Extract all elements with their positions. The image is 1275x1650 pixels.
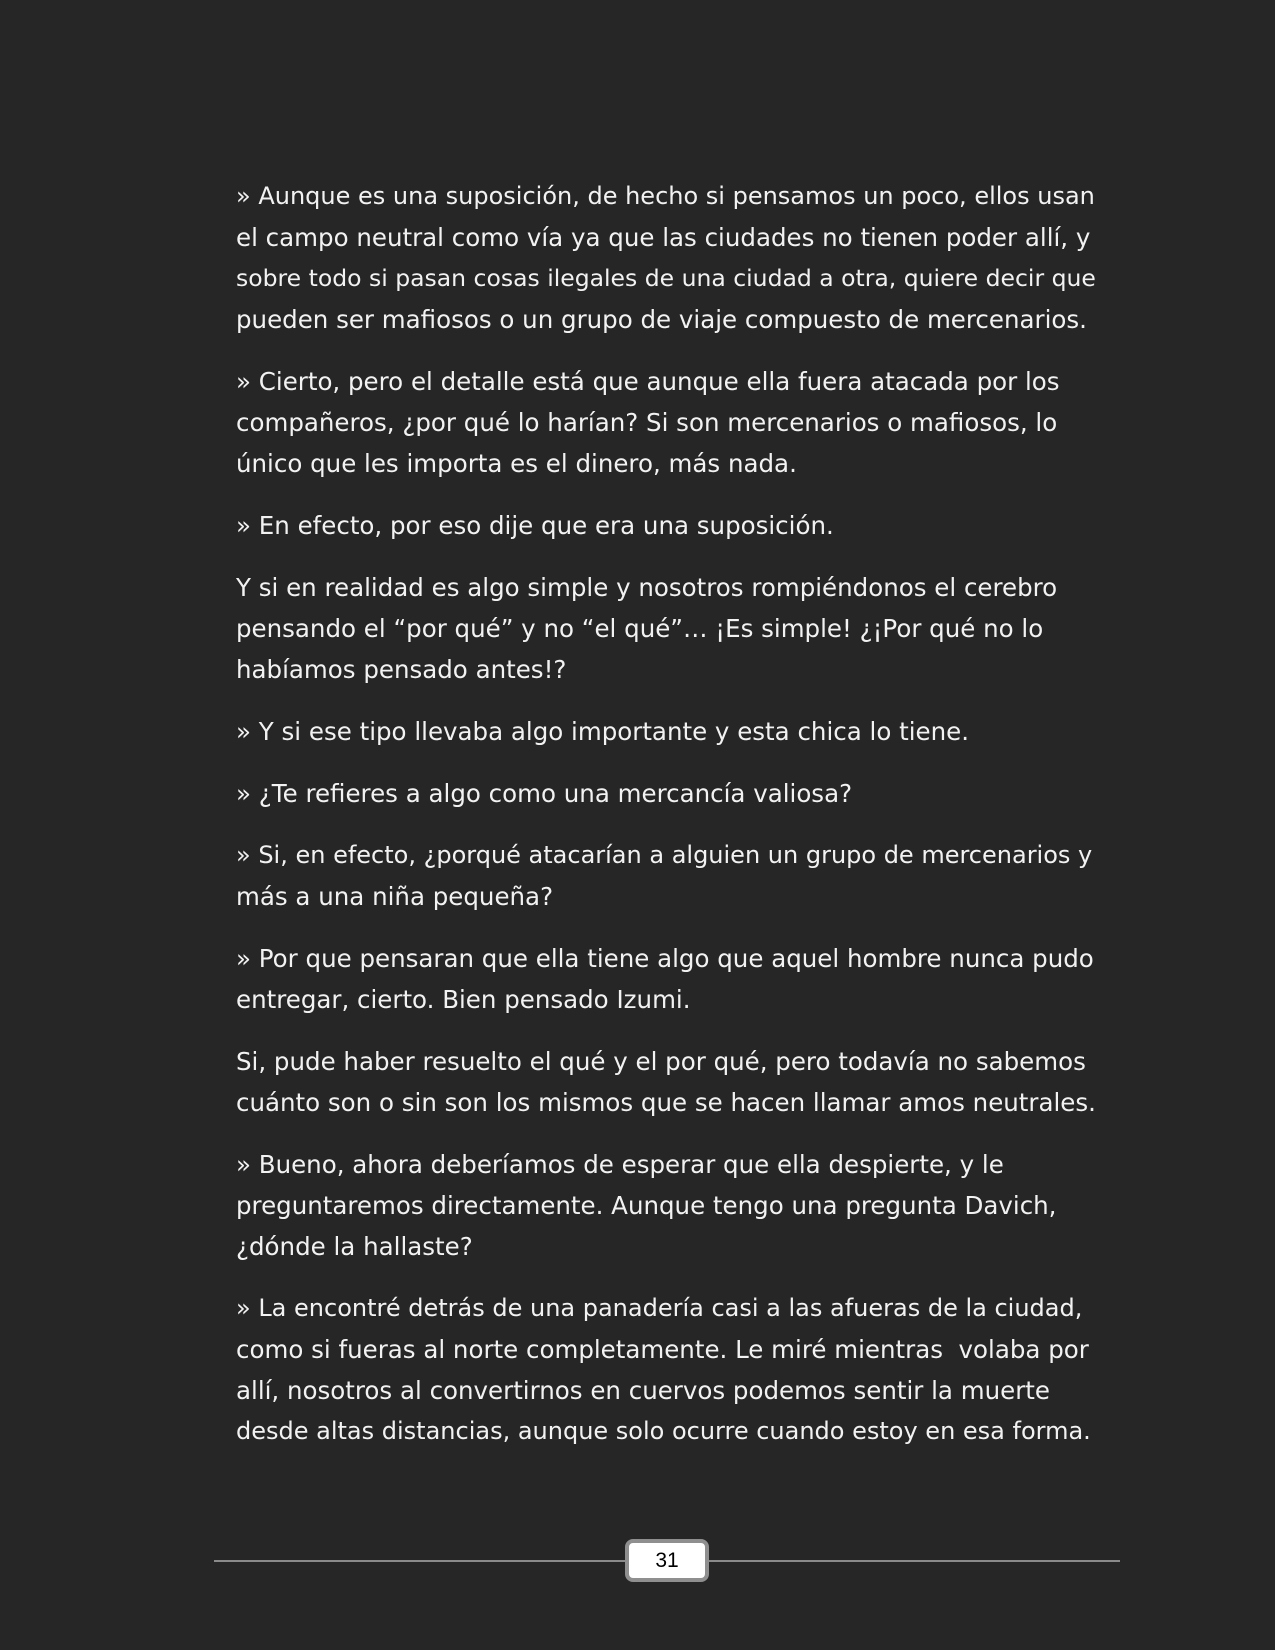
text-line: » Bueno, ahora deberíamos de esperar que ella despierte, y le <box>236 1150 1004 1179</box>
text-line: preguntaremos directamente. Aunque tengo una pregunta Davich, <box>236 1191 1057 1220</box>
text-line: allí, nosotros al convertirnos en cuervos podemos sentir la muerte <box>236 1376 1050 1405</box>
text-line: desde altas distancias, aunque solo ocurre cuando estoy en esa forma. <box>236 1417 1091 1445</box>
page-number: 31 <box>655 1548 679 1572</box>
text-line: sobre todo si pasan cosas ilegales de una ciudad a otra, quiere decir que <box>236 264 1096 292</box>
paragraph <box>236 361 1096 484</box>
text-line: como si fueras al norte completamente. Le miré mientras volaba por <box>236 1335 1089 1364</box>
text-line: único que les importa es el dinero, más nada. <box>236 449 797 478</box>
text-line: cuánto son o sin son los mismos que se hacen llamar amos neutrales. <box>236 1088 1096 1117</box>
text-line: Si, pude haber resuelto el qué y el por qué, pero todavía no sabemos <box>236 1047 1086 1076</box>
paragraph <box>236 938 1096 1020</box>
text-line: entregar, cierto. Bien pensado Izumi. <box>236 985 691 1014</box>
text-line: » ¿Te refieres a algo como una mercancía valiosa? <box>236 779 853 808</box>
text-line: » Y si ese tipo llevaba algo importante y esta chica lo tiene. <box>236 717 970 746</box>
page-number-badge <box>625 1539 709 1582</box>
paragraph <box>236 773 1096 814</box>
text-line: pensando el “por qué” y no “el qué”… ¡Es simple! ¿¡Por qué no lo <box>236 614 1044 643</box>
text-line: pueden ser mafiosos o un grupo de viaje compuesto de mercenarios. <box>236 305 1087 334</box>
paragraph <box>236 1041 1096 1123</box>
footer-divider-left <box>214 1560 626 1562</box>
text-line: » Por que pensaran que ella tiene algo que aquel hombre nunca pudo <box>236 944 1094 973</box>
page-body-text <box>236 176 1096 1473</box>
text-line: » Aunque es una suposición, de hecho si pensamos un poco, ellos usan <box>236 182 1095 210</box>
paragraph <box>236 1144 1096 1267</box>
text-line: Y si en realidad es algo simple y nosotros rompiéndonos el cerebro <box>236 573 1058 602</box>
text-line: más a una niña pequeña? <box>236 882 554 911</box>
text-line: » En efecto, por eso dije que era una suposición. <box>236 511 834 540</box>
paragraph <box>236 505 1096 546</box>
text-line: » La encontré detrás de una panadería casi a las afueras de la ciudad, <box>236 1294 1083 1322</box>
text-line: compañeros, ¿por qué lo harían? Si son mercenarios o mafiosos, lo <box>236 408 1058 437</box>
text-line: el campo neutral como vía ya que las ciudades no tienen poder allí, y <box>236 223 1091 252</box>
text-line: habíamos pensado antes!? <box>236 655 567 684</box>
paragraph <box>236 176 1096 340</box>
text-line: ¿dónde la hallaste? <box>236 1232 473 1261</box>
paragraph <box>236 567 1096 690</box>
text-line: » Cierto, pero el detalle está que aunque ella fuera atacada por los <box>236 367 1060 396</box>
paragraph <box>236 1288 1096 1452</box>
paragraph <box>236 835 1096 917</box>
text-line: » Si, en efecto, ¿porqué atacarían a alguien un grupo de mercenarios y <box>236 841 1093 869</box>
footer-divider-right <box>707 1560 1120 1562</box>
paragraph <box>236 711 1096 752</box>
